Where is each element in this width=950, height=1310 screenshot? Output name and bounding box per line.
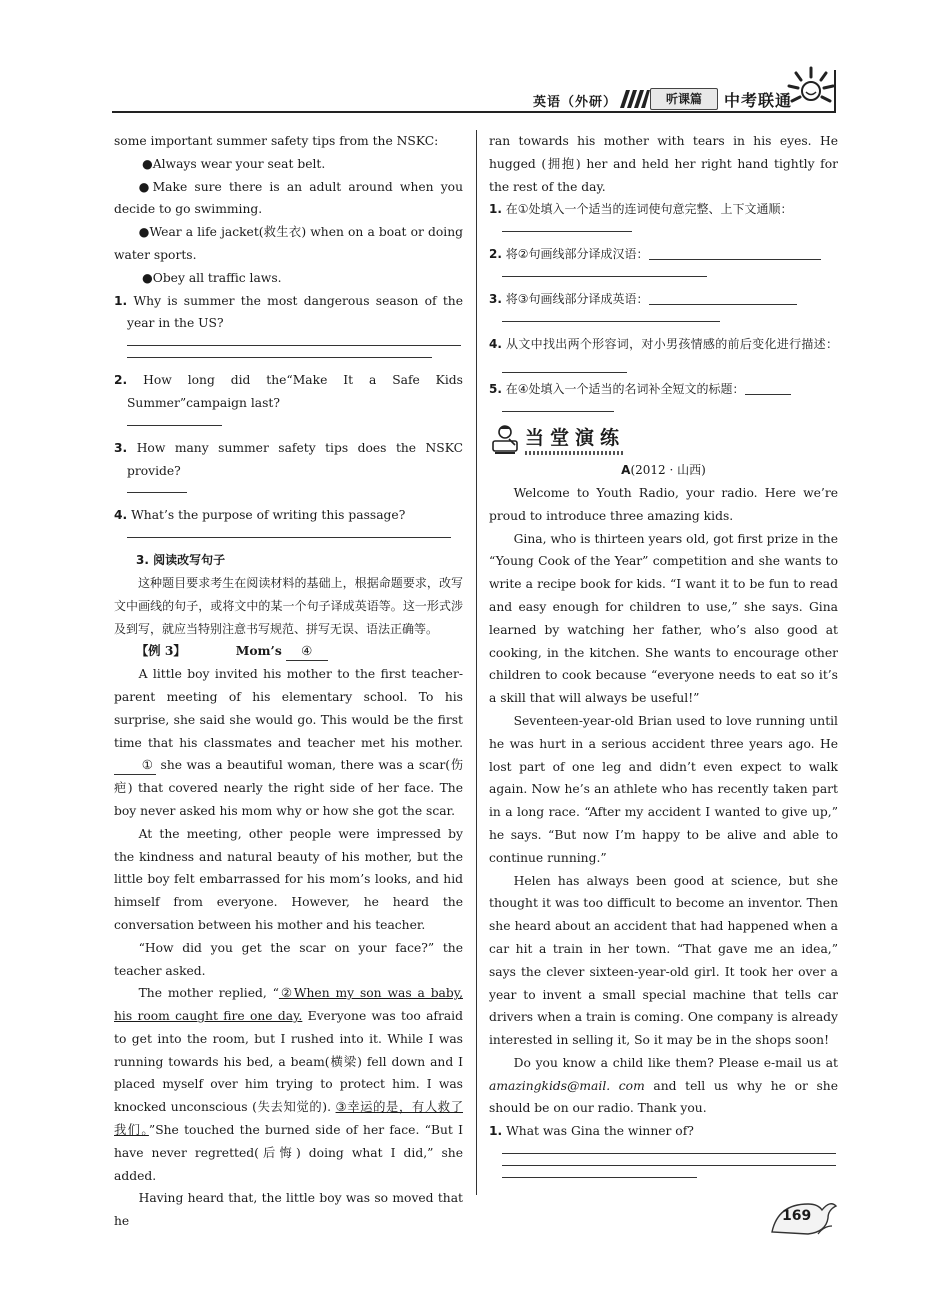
- story-paragraph: The mother replied, “②When my son was a baby, his room caught fire one day. Everyone was too afraid to get into the room, but I rushed into it. While I was running towards his bed, a beam(横梁) fell down and I placed myself over him trying to protect him. I was knocked unconscious (失去知觉的). ③幸运的是，有人救了我们。”She touched the burned side of her face. “But I have never regretted(后悔) doing what I did,” she added.: [114, 986, 463, 1183]
- bullet-item: ●Wear a life jacket(救生衣) when on a boat or doing water sports.: [114, 225, 464, 262]
- answer-line[interactable]: [502, 231, 632, 232]
- answer-line[interactable]: [127, 492, 187, 493]
- answer-line[interactable]: [502, 321, 720, 322]
- story-paragraph: Having heard that, the little boy was so moved that he: [114, 1191, 463, 1229]
- task-3: 3. 将③句画线部分译成英语：: [489, 288, 838, 311]
- answer-line[interactable]: [502, 372, 627, 373]
- answer-line[interactable]: [127, 357, 432, 358]
- subject-label: 英语（外研）: [533, 95, 618, 110]
- email-address: amazingkids@mail. com: [489, 1078, 645, 1093]
- answer-line[interactable]: [127, 345, 461, 346]
- page-number: 169: [782, 1208, 812, 1224]
- page-number-badge: [768, 1196, 838, 1238]
- left-column: [114, 130, 463, 1233]
- story-paragraph: At the meeting, other people were impressed by the kindness and natural beauty of his mother, but the little boy felt embarrassed for his mom’s looks, and hid himself from everyone. However, he heard the conversation between his mother and his teacher.: [114, 826, 463, 932]
- header-rule: [112, 111, 834, 113]
- section-tag: 听课篇: [650, 88, 718, 110]
- answer-line[interactable]: [502, 1177, 697, 1178]
- passage-paragraph: Welcome to Youth Radio, your radio. Here we’re proud to introduce three amazing kids.: [489, 485, 838, 523]
- task-5: 5. 在④处填入一个适当的名词补全短文的标题：: [489, 378, 838, 401]
- source-note: A(2012 · 山西): [621, 463, 706, 478]
- page-header: [0, 60, 950, 140]
- intro-text: some important summer safety tips from the NSKC:: [114, 134, 439, 148]
- banner-title: 当堂演练: [525, 427, 626, 450]
- story-paragraph: A little boy invited his mother to the first teacher-parent meeting of his elementary school. To his surprise, she said she would go. This would be the first time that his classmates and teacher met his mother. ① she was a beautiful woman, there was a scar(伤疤) that covered nearly the right side of her face. The boy never asked his mom why or how she got the scar.: [114, 667, 464, 818]
- story-continuation: ran towards his mother with tears in his eyes. He hugged (拥抱) her and held her right hand tightly for the rest of the day.: [489, 134, 838, 194]
- question-4: 4. What’s the purpose of writing this passage?: [114, 508, 406, 523]
- question-1: 1. Why is summer the most dangerous season of the year in the US?: [114, 293, 463, 331]
- answer-line[interactable]: [649, 259, 821, 260]
- answer-line[interactable]: [502, 1153, 836, 1154]
- bullet-item: ●Make sure there is an adult around when you decide to go swimming.: [114, 179, 463, 217]
- question-3: 3. How many summer safety tips does the NSKC provide?: [114, 440, 463, 478]
- answer-line[interactable]: [502, 276, 707, 277]
- task-4: 4. 从文中找出两个形容词，对小男孩情感的前后变化进行描述：: [489, 333, 838, 379]
- task-1: 1. 在①处填入一个适当的连词使句意完整、上下文通顺：: [489, 202, 793, 217]
- header-rule-vertical: [834, 70, 836, 113]
- task-2: 2. 将②句画线部分译成汉语：: [489, 243, 838, 266]
- story-paragraph: “How did you get the scar on your face?” the teacher asked.: [114, 940, 463, 978]
- right-column: [489, 130, 838, 1189]
- passage-paragraph: Do you know a child like them? Please e-mail us at amazingkids@mail. com and tell us why he or she should be on our radio. Thank you.: [489, 1055, 839, 1116]
- column-divider: [476, 130, 477, 1195]
- underlined-sentence-2: ②When my son was a baby, his room caught fire one day.: [114, 986, 463, 1024]
- practice-banner: [489, 423, 838, 459]
- section-description: 这种题目要求考生在阅读材料的基础上，根据命题要求，改写文中画线的句子，或将文中的某一个句子译成英语等。这一形式涉及到写，就应当特别注意书写规范、拼写无误、语法正确等。: [114, 575, 463, 636]
- question-1: 1. What was Gina the winner of?: [489, 1124, 694, 1139]
- stripes-decoration-icon: [620, 90, 650, 108]
- title-blank[interactable]: ④: [286, 642, 328, 661]
- underlined-sentence-3: ③幸运的是，有人救了我们。: [114, 1100, 463, 1138]
- answer-line[interactable]: [502, 1165, 836, 1166]
- question-2: 2. How long did the“Make It a Safe Kids Summer”campaign last?: [114, 373, 463, 410]
- student-writing-icon: [489, 423, 521, 455]
- sun-logo-icon: [786, 64, 836, 114]
- passage-paragraph: Seventeen-year-old Brian used to love running until he was hurt in a serious accident three years ago. He lost part of one leg and didn’t even expect to walk again. Now he’s an athlete who has recently taken part in a long race. “After my accident I wanted to give up,” he says. “But now I’m happy to be alive and able to continue running.”: [489, 713, 838, 865]
- brand-title: 中考联通: [724, 91, 793, 110]
- blank-1[interactable]: ①: [114, 756, 156, 775]
- section-title: 3. 阅读改写句子: [136, 553, 226, 568]
- answer-line[interactable]: [502, 411, 614, 412]
- bullet-item: ●Obey all traffic laws.: [142, 270, 282, 285]
- bullet-item: ●Always wear your seat belt.: [142, 156, 326, 171]
- answer-line[interactable]: [127, 537, 451, 538]
- example-header: 【例 3】 Mom’s ④: [114, 640, 463, 663]
- passage-paragraph: Gina, who is thirteen years old, got first prize in the “Young Cook of the Year” competition and she wants to write a recipe book for kids. “I want it to be fun to read and easy enough for children to use,” she says. Gina learned by watching her father, who’s also good at cooking, in the kitchen. She wants to encourage other children to cook because “everyone needs to eat so it’s a skill that will always be useful!”: [489, 531, 838, 706]
- answer-line[interactable]: [649, 304, 797, 305]
- passage-paragraph: Helen has always been good at science, but she thought it was too difficult to become an inventor. Then she heard about an accident that had happened when a car hit a train in her town. “That gave me an idea,” says the clever sixteen-year-old girl. It took her over a year to invent a small special machine that tells car drivers when a train is coming. One company is already interested in selling it, So it may be in the shops soon!: [489, 873, 838, 1048]
- answer-line[interactable]: [745, 394, 791, 395]
- answer-line[interactable]: [127, 425, 222, 426]
